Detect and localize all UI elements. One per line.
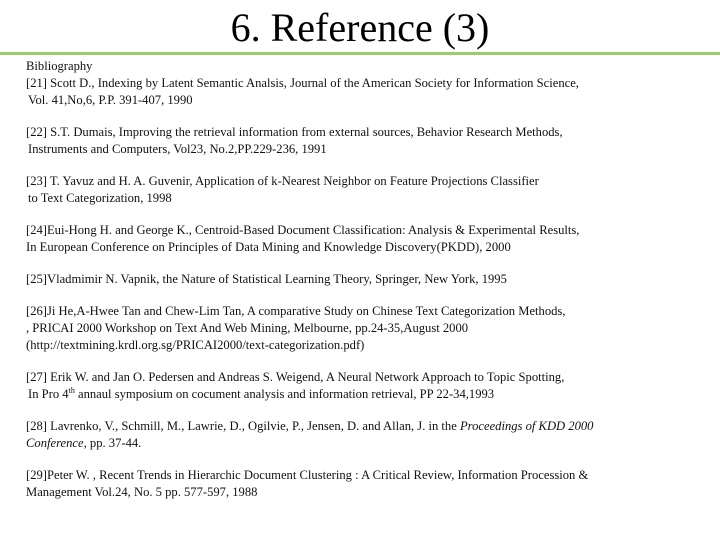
reference-line: Management Vol.24, No. 5 pp. 577-597, 1988 [26, 485, 258, 499]
reference-21 [26, 75, 706, 109]
bibliography-heading: Bibliography [26, 59, 93, 73]
reference-line [26, 418, 706, 435]
reference-28 [26, 418, 706, 452]
superscript-ordinal: th [68, 385, 75, 395]
reference-text: [28] Lavrenko, V., Schmill, M., Lawrie, D., Ogilvie, P., Jensen, D. and Allan, J. in the [26, 419, 460, 433]
reference-line: Vol. 41,No,6, P.P. 391-407, 1990 [28, 93, 193, 107]
reference-line: [29]Peter W. , Recent Trends in Hierarchic Document Clustering : A Critical Review, Information Procession & [26, 468, 589, 482]
reference-line: [26]Ji He,A-Hwee Tan and Chew-Lim Tan, A comparative Study on Chinese Text Categorization Methods, [26, 304, 566, 318]
bibliography-content [26, 58, 706, 501]
reference-line [26, 435, 706, 452]
reference-text: , pp. 37-44. [83, 436, 142, 450]
reference-26 [26, 303, 706, 354]
reference-line: Instruments and Computers, Vol23, No.2,PP.229-236, 1991 [28, 142, 327, 156]
reference-text: annaul symposium on cocument analysis and information retrieval, PP 22-34,1993 [74, 387, 495, 401]
reference-25 [26, 271, 706, 288]
reference-line: [24]Eui-Hong H. and George K., Centroid-Based Document Classification: Analysis & Experimental Results, [26, 223, 580, 237]
reference-line: , PRICAI 2000 Workshop on Text And Web Mining, Melbourne, pp.24-35,August 2000 [26, 321, 469, 335]
slide-title: 6. Reference (3) [230, 5, 490, 50]
reference-line: [25]Vladmimir N. Vapnik, the Nature of Statistical Learning Theory, Springer, New York, 1995 [26, 272, 507, 286]
reference-line [26, 386, 706, 403]
reference-line: [21] Scott D., Indexing by Latent Semantic Analsis, Journal of the American Society for Information Science, [26, 76, 579, 90]
reference-29 [26, 467, 706, 501]
reference-line: [23] T. Yavuz and H. A. Guvenir, Application of k-Nearest Neighbor on Feature Projections Classifier [26, 174, 539, 188]
reference-22 [26, 124, 706, 158]
proceedings-title-cont: Conference [26, 436, 84, 450]
reference-24 [26, 222, 706, 256]
reference-line: [27] Erik W. and Jan O. Pedersen and Andreas S. Weigend, A Neural Network Approach to Topic Spotting, [26, 370, 565, 384]
reference-text: In Pro 4 [28, 387, 69, 401]
title-divider [0, 52, 720, 55]
reference-23 [26, 173, 706, 207]
reference-line: to Text Categorization, 1998 [28, 191, 172, 205]
reference-url: (http://textmining.krdl.org.sg/PRICAI2000/text-categorization.pdf) [26, 338, 365, 352]
reference-line: In European Conference on Principles of Data Mining and Knowledge Discovery(PKDD), 2000 [26, 240, 511, 254]
reference-line: [22] S.T. Dumais, Improving the retrieval information from external sources, Behavior Research Methods, [26, 125, 563, 139]
reference-27 [26, 369, 706, 403]
proceedings-title: Proceedings of KDD 2000 [459, 419, 594, 433]
